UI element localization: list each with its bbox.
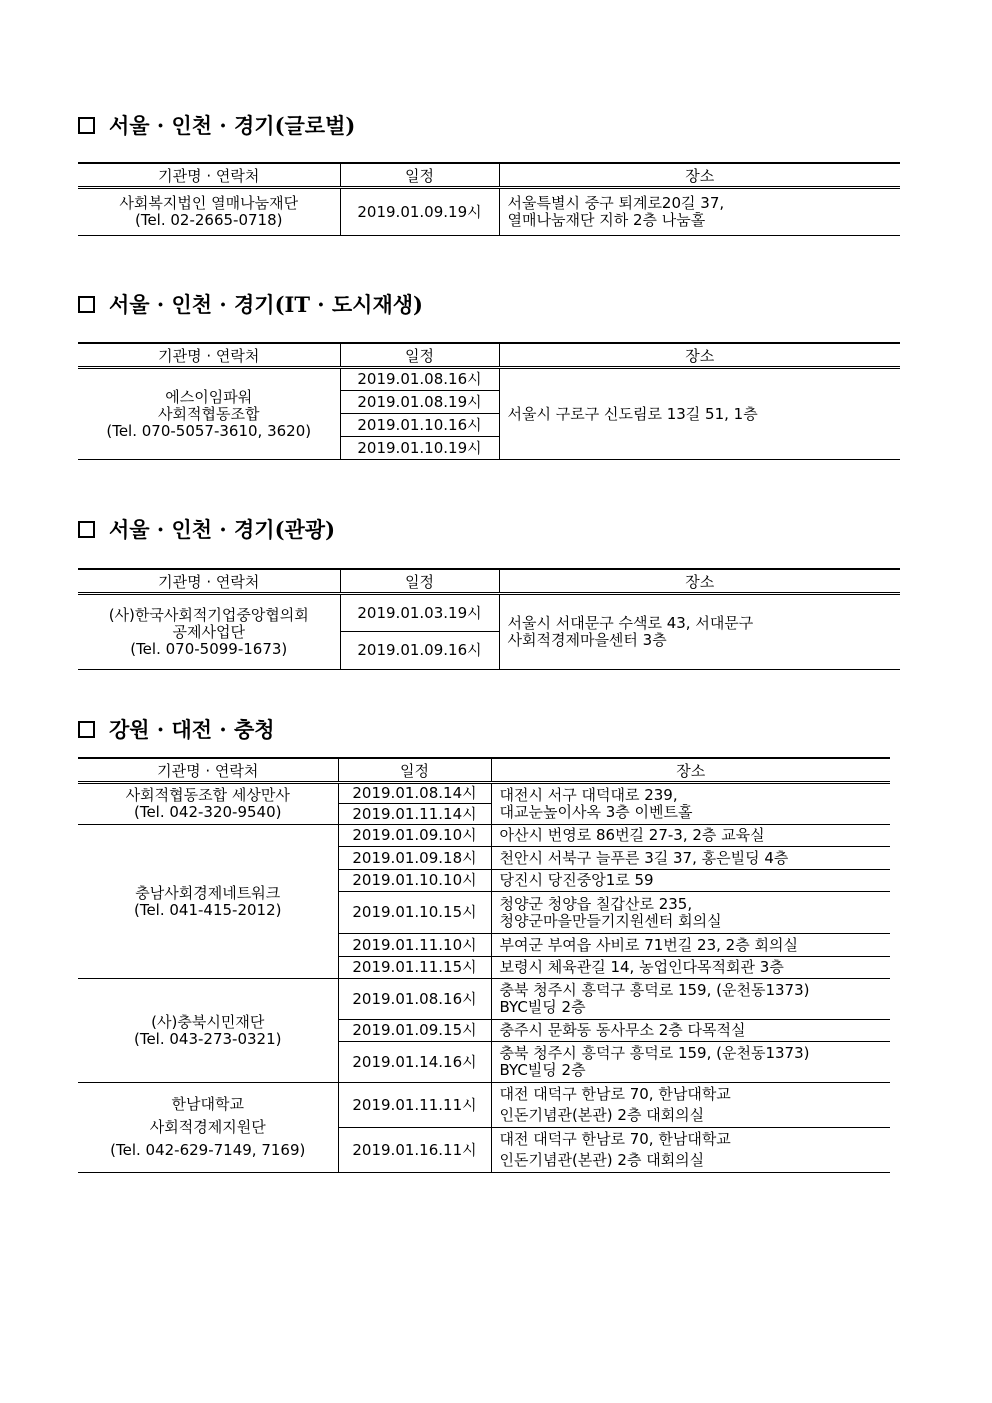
date-cell: 2019.01.16.11시 — [338, 1128, 491, 1173]
section-heading-3 — [78, 514, 335, 544]
org-cell: 사회복지법인 열매나눔재단 (Tel. 02-2665-0718) — [78, 188, 340, 236]
table-row — [78, 368, 900, 391]
date-cell: 2019.01.11.11시 — [338, 1083, 491, 1128]
header-org: 기관명 · 연락처 — [78, 569, 340, 594]
table-row — [78, 783, 890, 804]
date-cell: 2019.01.10.16시 — [340, 414, 499, 437]
date-cell: 2019.01.09.18시 — [338, 847, 491, 870]
header-place: 장소 — [491, 758, 890, 783]
date-cell: 2019.01.03.19시 — [340, 594, 499, 632]
place-cell: 충주시 문화동 동사무소 2층 다목적실 — [491, 1020, 890, 1042]
section-title: 강원 · 대전 · 충청 — [109, 717, 275, 742]
date-cell: 2019.01.09.19시 — [340, 188, 499, 236]
date-cell: 2019.01.11.10시 — [338, 934, 491, 957]
org-cell: (사)충북시민재단 (Tel. 043-273-0321) — [78, 979, 338, 1083]
header-date: 일정 — [340, 163, 499, 188]
schedule-table-3 — [78, 568, 900, 670]
table-row — [78, 1083, 890, 1128]
date-cell: 2019.01.10.10시 — [338, 870, 491, 892]
place-cell: 대전시 서구 대덕대로 239, 대교눈높이사옥 3층 이벤트홀 — [491, 783, 890, 825]
place-cell: 서울특별시 중구 퇴계로20길 37, 열매나눔재단 지하 2층 나눔홀 — [499, 188, 900, 236]
org-cell: 사회적협동조합 세상만사 (Tel. 042-320-9540) — [78, 783, 338, 825]
place-cell: 천안시 서북구 늘푸른 3길 37, 홍은빌딩 4층 — [491, 847, 890, 870]
header-place: 장소 — [499, 569, 900, 594]
place-cell: 대전 대덕구 한남로 70, 한남대학교 인돈기념관(본관) 2층 대회의실 — [491, 1083, 890, 1128]
place-cell: 충북 청주시 흥덕구 흥덕로 159, (운천동1373) BYC빌딩 2층 — [491, 1042, 890, 1083]
header-place: 장소 — [499, 343, 900, 368]
section-title: 서울 · 인천 · 경기(글로벌) — [109, 113, 356, 138]
section-title: 서울 · 인천 · 경기(관광) — [109, 517, 336, 542]
header-org: 기관명 · 연락처 — [78, 758, 338, 783]
schedule-table-4 — [78, 757, 890, 1173]
org-cell: (사)한국사회적기업중앙협의회 공제사업단 (Tel. 070-5099-1673) — [78, 594, 340, 670]
section-title: 서울 · 인천 · 경기(IT · 도시재생) — [109, 292, 423, 317]
place-cell: 부여군 부여읍 사비로 71번길 23, 2층 회의실 — [491, 934, 890, 957]
checkbox-square-icon — [78, 721, 95, 738]
date-cell: 2019.01.08.16시 — [340, 368, 499, 391]
table-row — [78, 979, 890, 1020]
org-cell: 한남대학교 사회적경제지원단 (Tel. 042-629-7149, 7169) — [78, 1083, 338, 1173]
date-cell: 2019.01.09.10시 — [338, 825, 491, 847]
org-cell: 충남사회경제네트워크 (Tel. 041-415-2012) — [78, 825, 338, 979]
date-cell: 2019.01.09.15시 — [338, 1020, 491, 1042]
table-row — [78, 188, 900, 236]
header-date: 일정 — [338, 758, 491, 783]
schedule-table-2 — [78, 342, 900, 460]
place-cell: 아산시 번영로 86번길 27-3, 2층 교육실 — [491, 825, 890, 847]
date-cell: 2019.01.09.16시 — [340, 632, 499, 670]
header-org: 기관명 · 연락처 — [78, 163, 340, 188]
place-cell: 서울시 서대문구 수색로 43, 서대문구 사회적경제마을센터 3층 — [499, 594, 900, 670]
date-cell: 2019.01.10.19시 — [340, 437, 499, 460]
date-cell: 2019.01.11.14시 — [338, 804, 491, 825]
place-cell: 대전 대덕구 한남로 70, 한남대학교 인돈기념관(본관) 2층 대회의실 — [491, 1128, 890, 1173]
section-heading-1 — [78, 110, 355, 140]
header-date: 일정 — [340, 343, 499, 368]
date-cell: 2019.01.11.15시 — [338, 957, 491, 979]
checkbox-square-icon — [78, 296, 95, 313]
header-place: 장소 — [499, 163, 900, 188]
header-org: 기관명 · 연락처 — [78, 343, 340, 368]
date-cell: 2019.01.08.14시 — [338, 783, 491, 804]
place-cell: 청양군 청양읍 칠갑산로 235, 청양군마을만들기지원센터 회의실 — [491, 892, 890, 934]
schedule-table-1 — [78, 162, 900, 236]
place-cell: 당진시 당진중앙1로 59 — [491, 870, 890, 892]
place-cell: 서울시 구로구 신도림로 13길 51, 1층 — [499, 368, 900, 460]
org-cell: 에스이임파워 사회적협동조합 (Tel. 070-5057-3610, 3620) — [78, 368, 340, 460]
date-cell: 2019.01.10.15시 — [338, 892, 491, 934]
section-heading-4 — [78, 714, 275, 744]
place-cell: 보령시 체육관길 14, 농업인다목적회관 3층 — [491, 957, 890, 979]
section-heading-2 — [78, 289, 423, 319]
place-cell: 충북 청주시 흥덕구 흥덕로 159, (운천동1373) BYC빌딩 2층 — [491, 979, 890, 1020]
date-cell: 2019.01.08.19시 — [340, 391, 499, 414]
checkbox-square-icon — [78, 117, 95, 134]
date-cell: 2019.01.08.16시 — [338, 979, 491, 1020]
header-date: 일정 — [340, 569, 499, 594]
table-row — [78, 594, 900, 632]
date-cell: 2019.01.14.16시 — [338, 1042, 491, 1083]
table-row — [78, 825, 890, 847]
checkbox-square-icon — [78, 521, 95, 538]
